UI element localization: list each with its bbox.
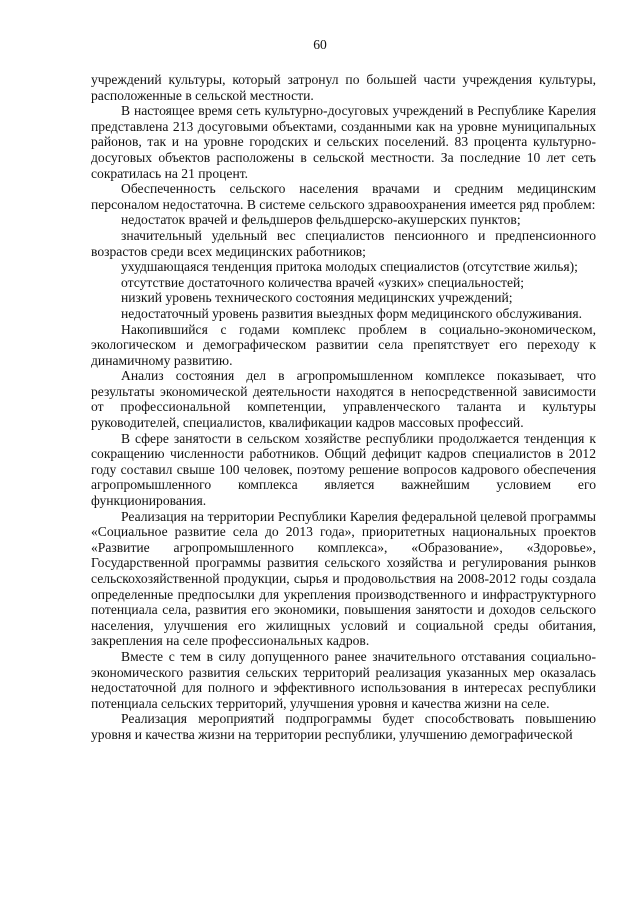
- list-item: ухудшающаяся тенденция притока молодых специалистов (отсутствие жилья);: [121, 259, 578, 275]
- list-item: отсутствие достаточного количества врачей «узких» специальностей;: [121, 274, 525, 290]
- paragraph: Реализация на территории Республики Карелия федеральной целевой программы «Социальное развитие села до 2013 года», приоритетных национальных проектов «Развитие агропромышленного комплекса», «Образование», «Здоровье», Государственной программы развития сельского хозяйства и регулирования рынков сельскохозяйственной продукции, сырья и продовольствия на 2008-2012 годы создала определенные предпосылки для укрепления производственного и инфраструктурного потенциала села, развития его экономики, повышения занятости и доходов сельского населения, улучшения его жилищных условий и социальной среды обитания, закрепления на селе профессиональных кадров.: [91, 508, 596, 649]
- paragraph: Анализ состояния дел в агропромышленном комплексе показывает, что результаты экономической деятельности находятся в непосредственной зависимости от профессиональной компетенции, управленческого таланта и культуры руководителей, специалистов, квалификации кадров массовых профессий.: [91, 368, 596, 431]
- paragraph: В настоящее время сеть культурно-досуговых учреждений в Республике Карелия представлена 213 досуговыми объектами, созданными как на уровне муниципальных районов, так и на уровне городских и сельских поселений. 83 процента культурно-досуговых объектов расположены в сельской местности. За последние 10 лет сеть сократилась на 21 процент.: [91, 103, 596, 181]
- paragraph: Вместе с тем в силу допущенного ранее значительного отставания социально-экономического развития сельских территорий реализация указанных мер оказалась недостаточной для полного и эффективного использования в интересах республики потенциала сельских территорий, улучшения уровня и качества жизни на селе.: [91, 648, 596, 711]
- paragraph: учреждений культуры, который затронул по большей части учреждения культуры, расположенные в сельской местности.: [91, 72, 596, 103]
- paragraph: Обеспеченность сельского населения врачами и средним медицинским персоналом недостаточна. В системе сельского здравоохранения имеется ряд проблем:: [91, 181, 596, 212]
- list-item: значительный удельный вес специалистов пенсионного и предпенсионного возрастов среди всех медицинских работников;: [91, 227, 596, 259]
- list-item: недостаток врачей и фельдшеров фельдшерско-акушерских пунктов;: [121, 212, 521, 228]
- list-item: недостаточный уровень развития выездных форм медицинского обслуживания.: [121, 305, 583, 321]
- document-body: [91, 72, 596, 743]
- list-item: низкий уровень технического состояния медицинских учреждений;: [121, 290, 513, 306]
- paragraph: Реализация мероприятий подпрограммы будет способствовать повышению уровня и качества жизни на территории республики, улучшению демографической: [91, 711, 596, 742]
- paragraph: Накопившийся с годами комплекс проблем в социально-экономическом, экологическом и демографическом развитии села препятствует его переходу к динамичному развитию.: [91, 321, 596, 368]
- paragraph: В сфере занятости в сельском хозяйстве республики продолжается тенденция к сокращению численности работников. Общий дефицит кадров специалистов в 2012 году составил свыше 100 человек, поэтому решение вопросов кадрового обеспечения агропромышленного комплекса является важнейшим условием его функционирования.: [91, 430, 596, 509]
- page-number: 60: [313, 37, 327, 52]
